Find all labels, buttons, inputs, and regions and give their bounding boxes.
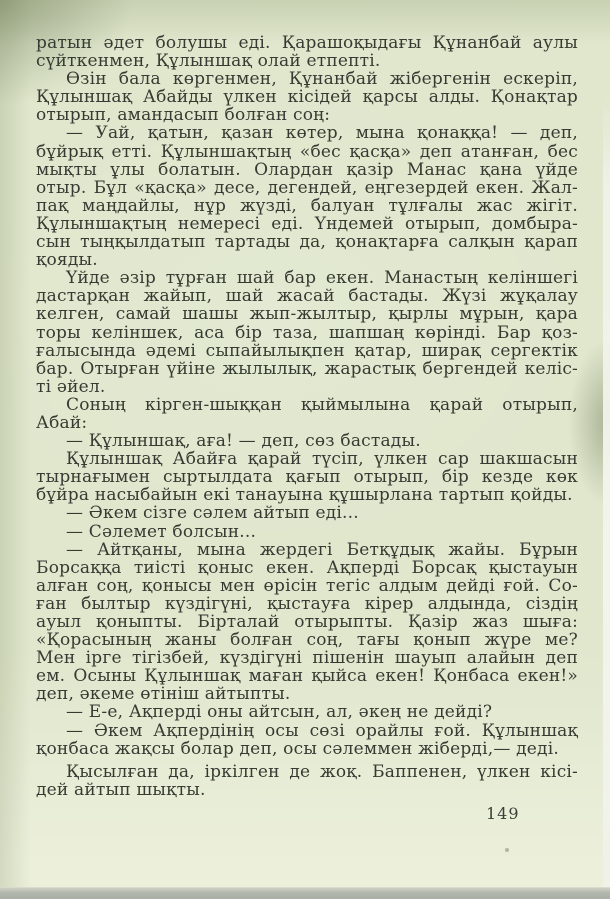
text-block xyxy=(36,34,578,799)
text-line: дей айтып шықты. xyxy=(36,779,206,800)
paragraph xyxy=(36,703,578,721)
text-line: ем. Осыны Құлыншақ маған қыйса екен! Қонбаса екен!» xyxy=(36,666,578,687)
text-line: — Әкем Ақпердінің осы сөзі орайлы ғой. Құлыншақ xyxy=(66,720,578,741)
text-line: отырып, амандасып болған соң: xyxy=(36,105,331,126)
paragraph xyxy=(36,450,578,504)
text-line: отыр. Бұл «қасқа» десе, дегендей, еңгезердей екен. Жал- xyxy=(36,177,578,198)
text-line: — Әкем сізге сәлем айтып еді... xyxy=(66,503,359,524)
page-number: 149 xyxy=(486,804,520,823)
text-line: Қысылған да, іркілген де жоқ. Баппенен, үлкен кісі- xyxy=(66,761,578,782)
text-line: тырнағымен сыртылдата қағып отырып, бір кезде көк xyxy=(36,467,578,488)
text-line: сүйткенмен, Құлыншақ олай етпепті. xyxy=(36,51,381,72)
text-line: мықты ұлы болатын. Олардан қазір Манас қана үйде xyxy=(36,159,578,180)
text-line: — Айтқаны, мына жердегі Бетқұдық жайы. Бұрын xyxy=(66,539,578,560)
text-line: Құлыншақ Абайға қарай түсіп, үлкен сар шакшасын xyxy=(66,449,578,470)
text-line: Құлыншақтың немересі еді. Үндемей отырып, домбыра- xyxy=(36,213,578,234)
scan-right-edge xyxy=(603,95,610,888)
text-line: қояды. xyxy=(36,250,98,271)
text-line: алған соң, қонысы мен өрісін тегіс алдым дейді ғой. Со- xyxy=(36,575,578,596)
paper-speck xyxy=(505,848,509,852)
text-line: — Құлыншақ, аға! — деп, сөз бастады. xyxy=(66,431,421,452)
paragraph xyxy=(36,541,578,704)
paragraph xyxy=(36,34,578,70)
paragraph xyxy=(36,432,578,450)
text-line: ғалысында әдемі сыпайылықпен қатар, ширақ сергектік xyxy=(36,340,578,361)
text-line: ауыл қоныпты. Бірталай отырыпты. Қазір жаз шыға: xyxy=(36,612,578,632)
text-line: пақ маңдайлы, нұр жүзді, балуан тұлғалы жас жігіт. xyxy=(36,195,578,216)
text-line: Абай: xyxy=(36,412,88,433)
text-line: Өзін бала көргенмен, Құнанбай жібергенін ескеріп, xyxy=(66,69,578,90)
paragraph xyxy=(36,722,578,758)
text-line: қонбаса жақсы болар деп, осы сәлеммен жіберді,— деді. xyxy=(36,738,559,759)
text-line: ратын әдет болушы еді. Қарашоқыдағы Құнанбай аулы xyxy=(36,33,578,53)
text-line: — Уай, қатын, қазан көтер, мына қонаққа! — деп, xyxy=(66,123,578,144)
text-line: деп, әкеме өтініш айтыпты. xyxy=(36,684,291,705)
text-line: ған былтыр күздігүні, қыстауға кірер алдында, сіздің xyxy=(36,593,578,614)
text-line: Мен ірге тігізбей, күздігүні пішенін шауып алайын деп xyxy=(36,648,578,669)
text-line: келген, самай шашы жып-жылтыр, қырлы мұрын, қара xyxy=(36,304,578,325)
text-line: торы келіншек, аса бір таза, шапшаң көрінді. Бар қоз- xyxy=(36,322,578,343)
text-line: ті әйел. xyxy=(36,376,106,397)
text-line: Борсаққа тиісті қоныс екен. Ақперді Борсақ қыстауын xyxy=(36,557,578,578)
paragraph xyxy=(36,504,578,522)
text-line: Үйде әзір тұрған шай бар екен. Манастың келіншегі xyxy=(66,268,578,289)
text-line: — Сәлемет болсын... xyxy=(66,521,257,542)
text-line: сын тыңқылдатып тартады да, қонақтарға салқын қарап xyxy=(36,232,578,253)
paragraph xyxy=(36,396,578,432)
paragraph xyxy=(36,124,578,269)
text-line: бұйра насыбайын екі танауына құшырлана тартып қойды. xyxy=(36,485,573,506)
text-line: дастарқан жайып, шай жасай бастады. Жүзі жұқалау xyxy=(36,286,578,307)
text-line: Соның кірген-шыққан қыймылына қарай отырып, xyxy=(66,394,578,415)
text-line: бұйрық етті. Құлыншақтың «бес қасқа» деп атанған, бес xyxy=(36,141,578,162)
paragraph xyxy=(36,763,578,799)
text-line: Құлыншақ Абайды үлкен кісідей қарсы алды. Қонақтар xyxy=(36,87,578,108)
text-line: — Е-е, Ақперді оны айтсын, ал, әкең не дейді? xyxy=(66,702,493,723)
text-line: бар. Отырған үйіне жылылық, жарастық бергендей келіс- xyxy=(36,358,578,379)
paragraph xyxy=(36,70,578,124)
scan-bottom-edge xyxy=(0,887,610,899)
paragraph xyxy=(36,523,578,541)
paragraph xyxy=(36,269,578,396)
text-line: «Қорасының жаны болған соң, тағы қонып жүре ме? xyxy=(36,630,578,651)
